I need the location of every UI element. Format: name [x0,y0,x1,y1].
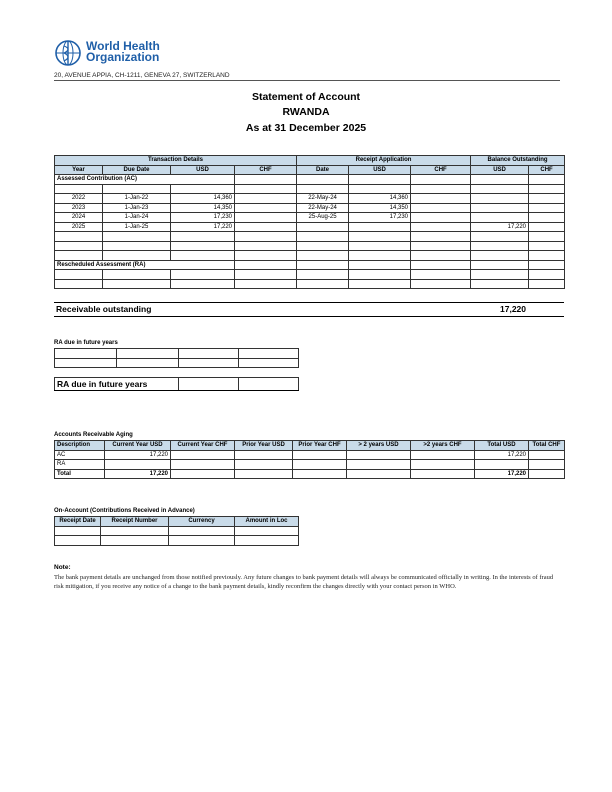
table-cell [297,222,349,232]
table-row [55,358,299,368]
table-cell [529,194,565,204]
table-row [55,251,565,261]
section-ra-label: Rescheduled Assessment (RA) [55,260,235,270]
table-cell [293,450,347,460]
table-row [55,450,565,460]
table-cell [529,203,565,213]
table-cell [529,450,565,460]
ra-future-total-table [54,377,299,391]
table-row [55,203,565,213]
statement-table [54,155,565,289]
table-cell [411,450,475,460]
aging-col-header: Total CHF [529,441,565,451]
section-ra-row [55,260,565,270]
table-cell: 1-Jan-23 [103,203,171,213]
aging-header-row [55,441,565,451]
table-cell: 17,220 [105,450,171,460]
col-balance-chf: CHF [529,165,565,175]
table-row [55,526,299,536]
section-ac-label: Assessed Contribution (AC) [55,175,235,185]
table-cell [411,194,471,204]
org-address: 20, AVENUE APPIA, CH-1211, GENEVA 27, SWITZERLAND [54,72,230,79]
table-cell: 2023 [55,203,103,213]
table-row [55,460,565,470]
table-cell: 17,220 [471,222,529,232]
ra-future-table [54,348,299,368]
on-account-table [54,516,299,546]
header-divider [54,80,560,81]
table-cell [235,213,297,223]
table-cell [475,460,529,470]
receivable-label: Receivable outstanding [56,304,152,314]
col-receipt-chf: CHF [411,165,471,175]
country-name: RWANDA [282,106,330,118]
table-cell [235,460,293,470]
table-cell: 1-Jan-24 [103,213,171,223]
table-cell: 25-Aug-25 [297,213,349,223]
table-cell [235,222,297,232]
ra-future-total-label: RA due in future years [55,378,179,391]
on-account-col-header: Receipt Date [55,517,101,527]
table-row [55,270,565,280]
as-at-date: As at 31 December 2025 [245,122,367,134]
table-cell [411,460,475,470]
aging-col-header: Description [55,441,105,451]
table-cell: 14,350 [349,203,411,213]
table-row [55,222,565,232]
table-cell [171,450,235,460]
aging-col-header: Prior Year CHF [293,441,347,451]
table-cell [105,460,171,470]
col-year: Year [55,165,103,175]
group-balance-outstanding: Balance Outstanding [471,156,565,166]
table-cell [347,460,411,470]
table-cell [471,213,529,223]
table-cell [235,450,293,460]
table-cell [171,460,235,470]
table-cell [411,213,471,223]
ra-future-heading: RA due in future years [54,340,118,346]
aging-col-header: Current Year CHF [171,441,235,451]
table-cell [529,460,565,470]
table-row [55,232,565,242]
table-cell: Total [55,469,105,479]
on-account-col-header: Currency [169,517,235,527]
aging-col-header: Current Year USD [105,441,171,451]
table-cell: 17,220 [475,469,529,479]
table-cell [529,469,565,479]
table-cell [529,222,565,232]
receivable-value: 17,220 [500,304,526,314]
col-balance-usd: USD [471,165,529,175]
col-usd: USD [171,165,235,175]
table-cell [293,469,347,479]
table-cell: RA [55,460,105,470]
table-cell [235,194,297,204]
aging-col-header: > 2 years USD [347,441,411,451]
aging-heading: Accounts Receivable Aging [54,432,133,438]
table-row [55,241,565,251]
aging-col-header: Prior Year USD [235,441,293,451]
table-cell: 22-May-24 [297,203,349,213]
table-cell [235,469,293,479]
table-cell [171,469,235,479]
table-cell [411,469,475,479]
table-cell: 17,230 [171,213,235,223]
table-row [55,184,565,194]
table-cell [349,222,411,232]
table-cell [293,460,347,470]
group-header-row [55,156,565,166]
statement-title: Statement of Account [251,91,361,103]
aging-col-header: >2 years CHF [411,441,475,451]
table-cell [411,203,471,213]
aging-total-row [55,469,565,479]
table-row [55,378,299,391]
group-receipt-application: Receipt Application [297,156,471,166]
table-cell: 2022 [55,194,103,204]
table-row [55,536,299,546]
note-heading: Note: [54,564,71,571]
table-row [55,349,299,359]
table-cell [347,450,411,460]
receivable-outstanding-bar [54,302,564,317]
on-account-col-header: Amount in Loc [235,517,299,527]
aging-col-header: Total USD [475,441,529,451]
table-cell: 17,220 [171,222,235,232]
table-cell [411,222,471,232]
table-cell: 1-Jan-25 [103,222,171,232]
on-account-heading: On-Account (Contributions Received in Advance) [54,508,195,514]
on-account-header-row [55,517,299,527]
column-header-row [55,165,565,175]
table-cell: 17,220 [475,450,529,460]
table-cell: 2024 [55,213,103,223]
table-cell: AC [55,450,105,460]
on-account-col-header: Receipt Number [101,517,169,527]
table-cell [347,469,411,479]
aging-table [54,440,565,479]
table-cell: 22-May-24 [297,194,349,204]
org-logo-text: World Health Organization [86,39,160,64]
table-row [55,194,565,204]
table-cell [471,203,529,213]
table-cell: 14,360 [171,194,235,204]
col-chf: CHF [235,165,297,175]
table-cell [471,194,529,204]
table-cell: 14,360 [349,194,411,204]
table-cell: 2025 [55,222,103,232]
section-ac-row [55,175,565,185]
col-receipt-usd: USD [349,165,411,175]
table-cell: 14,350 [171,203,235,213]
table-row [55,279,565,289]
table-cell: 1-Jan-22 [103,194,171,204]
table-cell: 17,230 [349,213,411,223]
note-text: The bank payment details are unchanged from those notified previously. Any future changes to bank payment details will always be communicated officially in writing. In the interests of fraud risk mitigation, if you receive any notice of a change to the bank payment details, kindly reconfirm the changes directly with your contact person in WHO. [54,574,554,590]
table-cell: 17,220 [105,469,171,479]
col-due-date: Due Date [103,165,171,175]
group-transaction-details: Transaction Details [55,156,297,166]
table-cell [235,203,297,213]
table-cell [529,213,565,223]
col-date: Date [297,165,349,175]
table-row [55,213,565,223]
